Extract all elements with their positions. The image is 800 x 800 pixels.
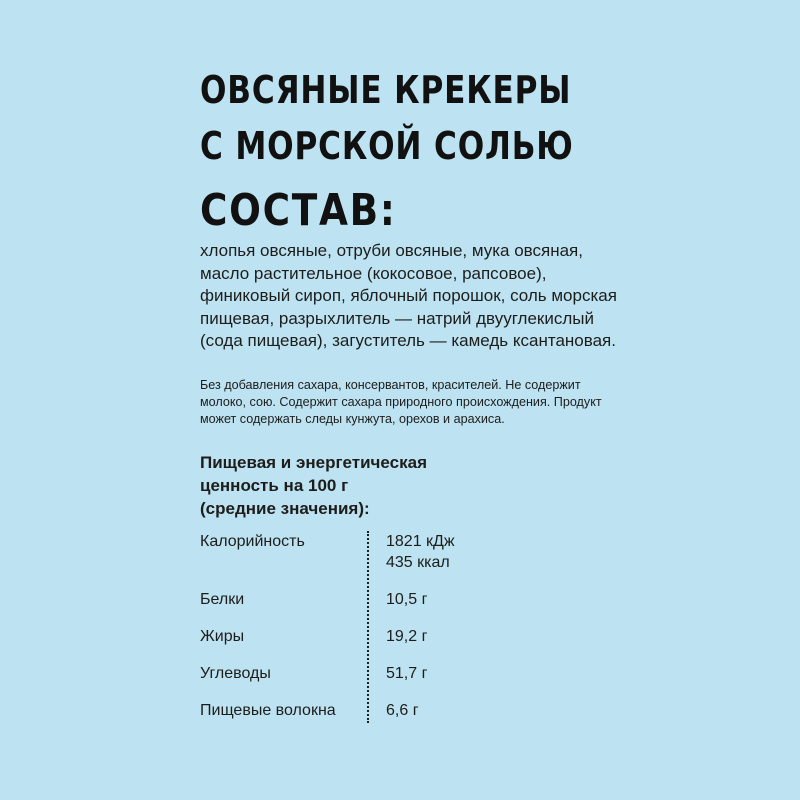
nutrition-value-kcal: 435 ккал xyxy=(386,554,450,571)
nutrition-label: Углеводы xyxy=(200,665,271,682)
nutrition-value: 6,6 г xyxy=(386,702,419,719)
nutrition-value: 19,2 г xyxy=(386,628,428,645)
nutrition-value: 51,7 г xyxy=(386,665,428,682)
product-title-line-1: ОВСЯНЫЕ КРЕКЕРЫ xyxy=(200,68,572,112)
nutrition-value-kj: 1821 кДж xyxy=(386,533,455,550)
nutrition-label: Калорийность xyxy=(200,533,305,550)
notes-text: Без добавления сахара, консервантов, красителей. Не содержит молоко, сою. Содержит сахара природного происхождения. Продукт может содержать следы кунжута, орехов и арахиса. xyxy=(200,378,602,426)
nutrition-row-protein xyxy=(200,589,500,626)
product-title-line-2: С МОРСКОЙ СОЛЬЮ xyxy=(200,124,574,168)
nutrition-heading-line-3: (средние значения): xyxy=(200,499,370,518)
nutrition-dotted-divider xyxy=(367,531,369,723)
nutrition-row-calories xyxy=(200,531,500,589)
nutrition-label: Пищевые волокна xyxy=(200,702,336,719)
nutrition-label: Белки xyxy=(200,591,245,608)
nutrition-value xyxy=(370,531,455,589)
nutrition-heading-line-2: ценность на 100 г xyxy=(200,476,349,495)
product-title xyxy=(200,62,574,174)
nutrition-value: 10,5 г xyxy=(386,591,428,608)
nutrition-row-carbs xyxy=(200,663,500,700)
ingredients-text: хлопья овсяные, отруби овсяные, мука овсяная, масло растительное (кокосовое, рапсовое), финиковый сироп, яблочный порошок, соль морская пищевая, разрыхлитель — натрий двууглекислый (сода пищевая), загуститель — камедь ксантановая. xyxy=(200,241,617,350)
nutrition-row-fiber xyxy=(200,700,500,730)
nutrition-table xyxy=(200,531,500,730)
nutrition-heading-line-1: Пищевая и энергетическая xyxy=(200,453,427,472)
nutrition-row-fat xyxy=(200,626,500,663)
nutrition-label: Жиры xyxy=(200,628,245,645)
composition-heading: СОСТАВ: xyxy=(200,185,397,236)
nutrition-heading xyxy=(200,451,540,520)
